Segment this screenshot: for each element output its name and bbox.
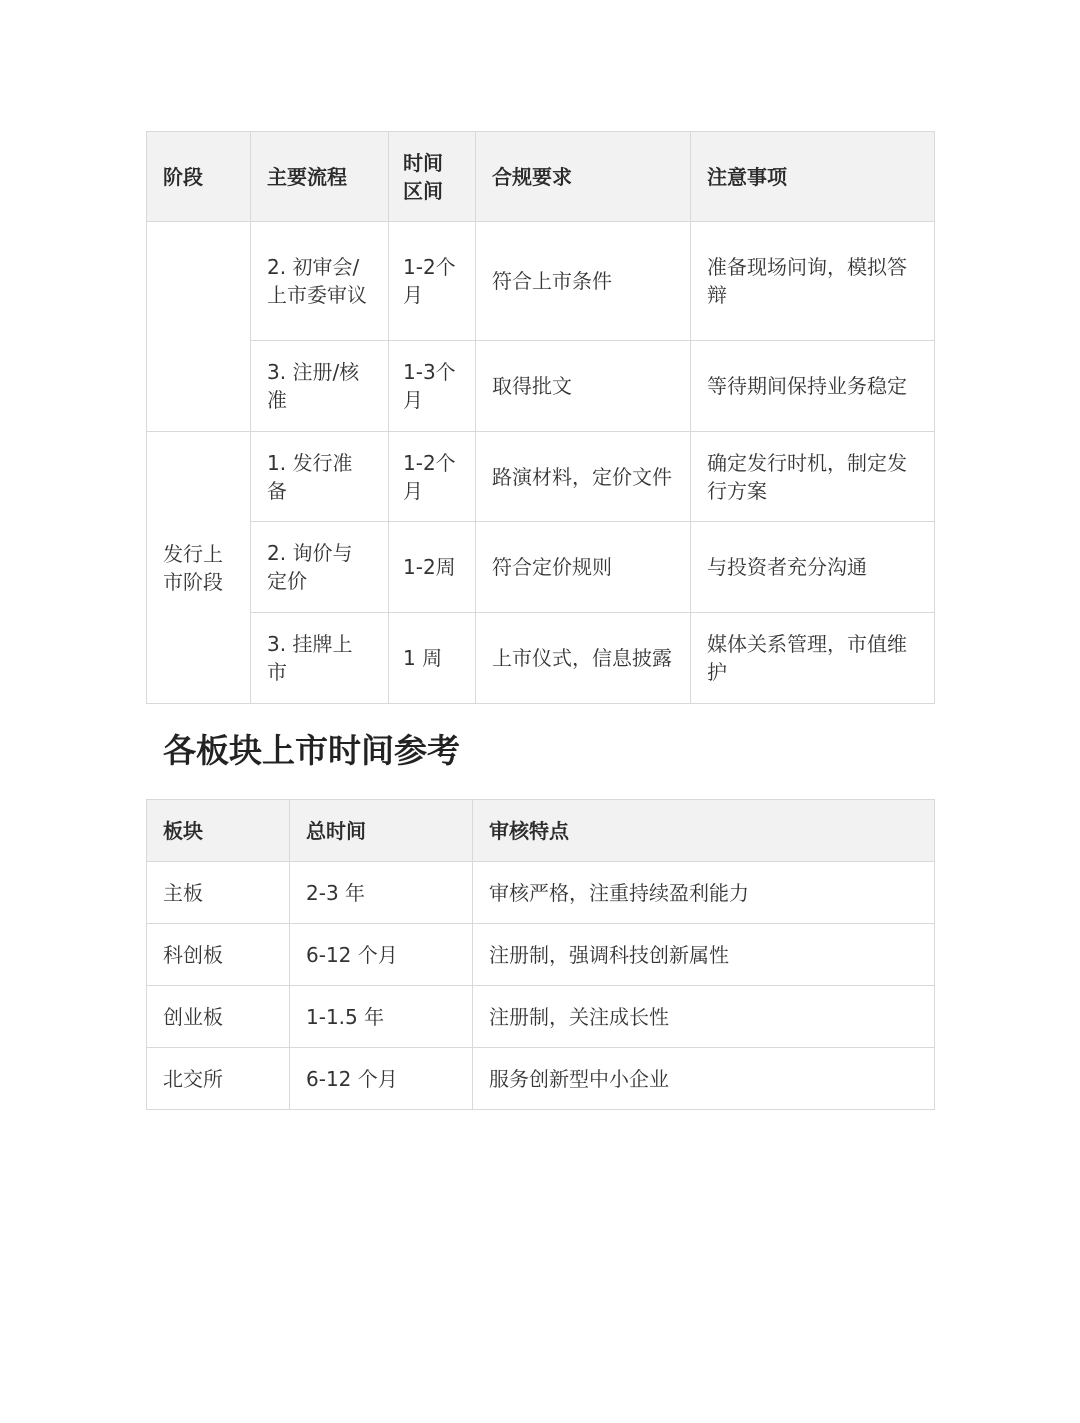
notes-cell: 确定发行时机，制定发行方案 (691, 432, 935, 522)
table-row (147, 341, 935, 432)
notes-cell: 准备现场问询，模拟答辩 (691, 222, 935, 341)
time-cell: 1-2周 (389, 522, 476, 613)
stage-cell: 发行上市阶段 (147, 432, 251, 704)
table-row (147, 522, 935, 613)
notes-cell: 等待期间保持业务稳定 (691, 341, 935, 432)
review-feature-cell: 服务创新型中小企业 (473, 1048, 935, 1110)
board-cell: 主板 (147, 862, 290, 924)
process-cell: 2. 初审会/上市委审议 (251, 222, 389, 341)
ipo-process-table (146, 131, 935, 704)
header-stage: 阶段 (147, 132, 251, 222)
header-notes: 注意事项 (691, 132, 935, 222)
header-compliance: 合规要求 (476, 132, 691, 222)
header-total-time: 总时间 (290, 800, 473, 862)
table-row (147, 862, 935, 924)
review-feature-cell: 注册制，关注成长性 (473, 986, 935, 1048)
table-row (147, 222, 935, 341)
header-review-feature: 审核特点 (473, 800, 935, 862)
table-row (147, 1048, 935, 1110)
total-time-cell: 6-12 个月 (290, 1048, 473, 1110)
compliance-cell: 取得批文 (476, 341, 691, 432)
table-header-row (147, 132, 935, 222)
table-row (147, 924, 935, 986)
review-feature-cell: 审核严格，注重持续盈利能力 (473, 862, 935, 924)
header-time: 时间区间 (389, 132, 476, 222)
time-cell: 1-2个月 (389, 432, 476, 522)
time-cell: 1 周 (389, 613, 476, 704)
board-cell: 创业板 (147, 986, 290, 1048)
process-cell: 1. 发行准备 (251, 432, 389, 522)
review-feature-cell: 注册制，强调科技创新属性 (473, 924, 935, 986)
table-row (147, 613, 935, 704)
board-listing-time-table (146, 799, 935, 1110)
compliance-cell: 路演材料，定价文件 (476, 432, 691, 522)
compliance-cell: 符合上市条件 (476, 222, 691, 341)
header-process: 主要流程 (251, 132, 389, 222)
table-header-row (147, 800, 935, 862)
header-board: 板块 (147, 800, 290, 862)
stage-cell (147, 222, 251, 432)
process-cell: 3. 挂牌上市 (251, 613, 389, 704)
board-cell: 北交所 (147, 1048, 290, 1110)
total-time-cell: 6-12 个月 (290, 924, 473, 986)
table-row (147, 986, 935, 1048)
compliance-cell: 上市仪式，信息披露 (476, 613, 691, 704)
time-cell: 1-3个月 (389, 341, 476, 432)
total-time-cell: 1-1.5 年 (290, 986, 473, 1048)
section-heading: 各板块上市时间参考 (163, 731, 460, 770)
time-cell: 1-2个月 (389, 222, 476, 341)
process-cell: 2. 询价与定价 (251, 522, 389, 613)
compliance-cell: 符合定价规则 (476, 522, 691, 613)
total-time-cell: 2-3 年 (290, 862, 473, 924)
process-cell: 3. 注册/核准 (251, 341, 389, 432)
notes-cell: 与投资者充分沟通 (691, 522, 935, 613)
board-cell: 科创板 (147, 924, 290, 986)
table-row (147, 432, 935, 522)
notes-cell: 媒体关系管理，市值维护 (691, 613, 935, 704)
